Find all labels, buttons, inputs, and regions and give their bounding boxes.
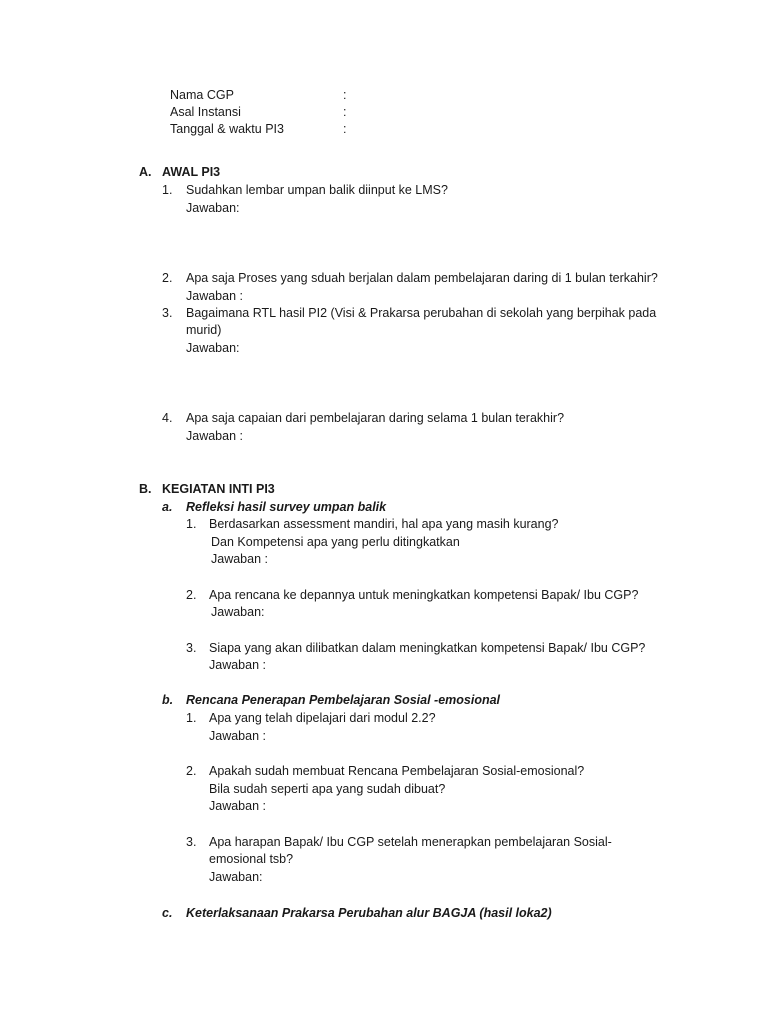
- ba-q2-answer: Jawaban:: [211, 605, 265, 619]
- a-q4-answer: Jawaban :: [186, 429, 243, 443]
- sub-a-title: Refleksi hasil survey umpan balik: [186, 500, 387, 514]
- a-q2-number: 2.: [162, 271, 173, 285]
- ba-q1-answer: Jawaban :: [211, 552, 268, 566]
- section-a-letter: A.: [139, 165, 152, 179]
- a-q3-answer: Jawaban:: [186, 341, 240, 355]
- a-q1-text: Sudahkan lembar umpan balik diinput ke LMS?: [186, 183, 448, 197]
- ba-q3-answer: Jawaban :: [209, 658, 266, 672]
- section-b-letter: B.: [139, 482, 152, 496]
- sub-b-title: Rencana Penerapan Pembelajaran Sosial -emosional: [186, 693, 501, 707]
- section-a-title: AWAL PI3: [162, 165, 221, 179]
- a-q4-text: Apa saja capaian dari pembelajaran daring selama 1 bulan terakhir?: [186, 411, 565, 425]
- bb-q1-text: Apa yang telah dipelajari dari modul 2.2?: [209, 711, 436, 725]
- a-q1-number: 1.: [162, 183, 173, 197]
- ba-q1-number: 1.: [186, 517, 197, 531]
- a-q2-answer: Jawaban :: [186, 289, 243, 303]
- bb-q3-number: 3.: [186, 835, 197, 849]
- section-b-title: KEGIATAN INTI PI3: [162, 482, 275, 496]
- bb-q1-answer: Jawaban :: [209, 729, 266, 743]
- ba-q2-text: Apa rencana ke depannya untuk meningkatkan kompetensi Bapak/ Ibu CGP?: [209, 588, 639, 602]
- a-q3-text-cont: murid): [186, 323, 222, 337]
- field-colon-instansi: :: [343, 105, 347, 119]
- a-q2-text: Apa saja Proses yang sduah berjalan dalam pembelajaran daring di 1 bulan terkahir?: [186, 271, 658, 285]
- ba-q3-number: 3.: [186, 641, 197, 655]
- ba-q3-text: Siapa yang akan dilibatkan dalam meningkatkan kompetensi Bapak/ Ibu CGP?: [209, 641, 646, 655]
- sub-c-title: Keterlaksanaan Prakarsa Perubahan alur BAGJA (hasil loka2): [186, 906, 552, 920]
- field-label-instansi: Asal Instansi: [170, 105, 241, 119]
- a-q1-answer: Jawaban:: [186, 201, 240, 215]
- sub-a-letter: a.: [162, 500, 173, 514]
- sub-c-letter: c.: [162, 906, 173, 920]
- field-label-tanggal: Tanggal & waktu PI3: [170, 122, 284, 136]
- bb-q2-answer: Jawaban :: [209, 799, 266, 813]
- sub-b-letter: b.: [162, 693, 174, 707]
- bb-q2-text-cont: Bila sudah seperti apa yang sudah dibuat?: [209, 782, 446, 796]
- a-q3-number: 3.: [162, 306, 173, 320]
- bb-q3-text-cont: emosional tsb?: [209, 852, 294, 866]
- field-colon-nama: :: [343, 88, 347, 102]
- ba-q1-text: Berdasarkan assessment mandiri, hal apa yang masih kurang?: [209, 517, 559, 531]
- field-colon-tanggal: :: [343, 122, 347, 136]
- ba-q2-number: 2.: [186, 588, 197, 602]
- bb-q2-number: 2.: [186, 764, 197, 778]
- field-label-nama: Nama CGP: [170, 88, 234, 102]
- a-q4-number: 4.: [162, 411, 173, 425]
- bb-q3-text: Apa harapan Bapak/ Ibu CGP setelah menerapkan pembelajaran Sosial-: [209, 835, 612, 849]
- a-q3-text: Bagaimana RTL hasil PI2 (Visi & Prakarsa perubahan di sekolah yang berpihak pada: [186, 306, 657, 320]
- bb-q3-answer: Jawaban:: [209, 870, 263, 884]
- bb-q2-text: Apakah sudah membuat Rencana Pembelajaran Sosial-emosional?: [209, 764, 585, 778]
- bb-q1-number: 1.: [186, 711, 197, 725]
- ba-q1-text-cont: Dan Kompetensi apa yang perlu ditingkatkan: [211, 535, 460, 549]
